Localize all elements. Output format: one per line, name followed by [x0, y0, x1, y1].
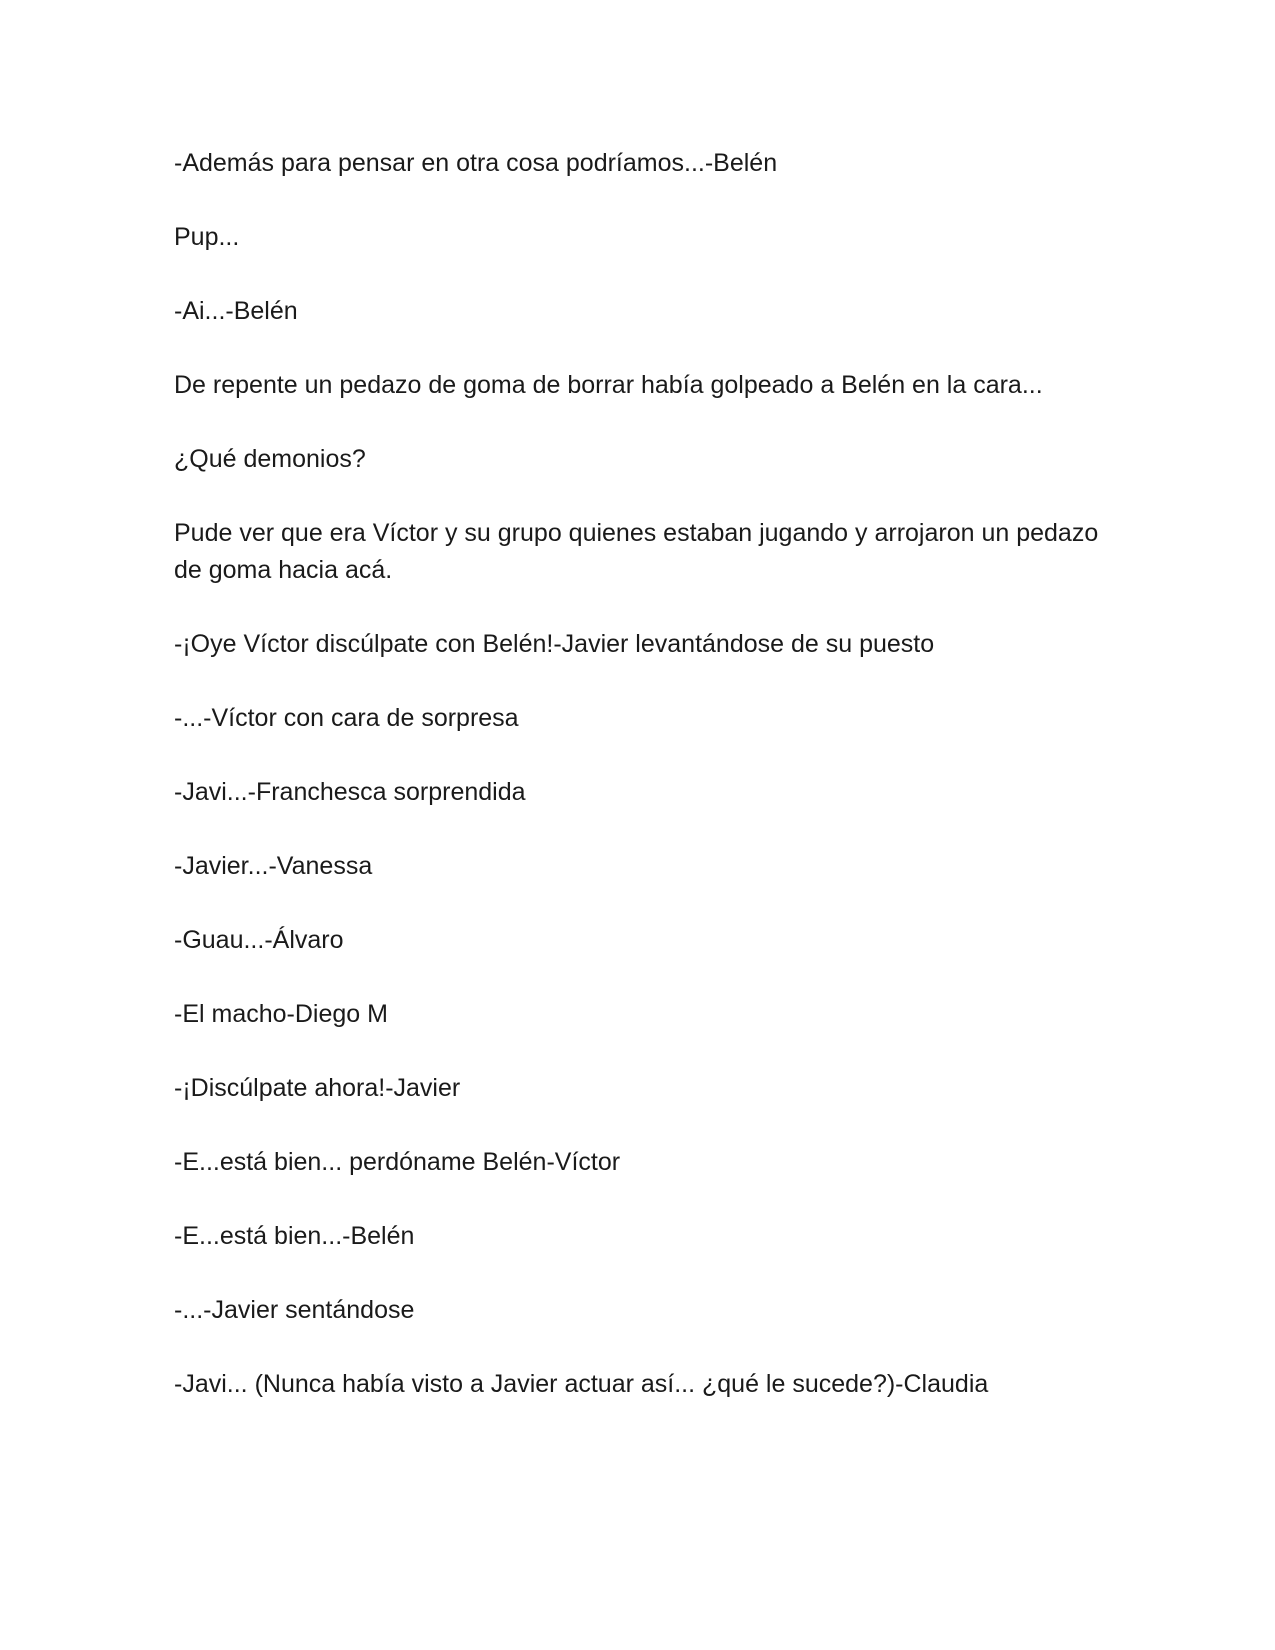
paragraph: -Además para pensar en otra cosa podríamos...-Belén	[174, 149, 778, 177]
paragraph: -Javier...-Vanessa	[174, 852, 373, 880]
paragraph: -¡Oye Víctor discúlpate con Belén!-Javier levantándose de su puesto	[174, 630, 935, 658]
paragraph: -Javi...-Franchesca sorprendida	[174, 778, 526, 806]
paragraph: -E...está bien... perdóname Belén-Víctor	[174, 1148, 621, 1176]
paragraph: -...-Javier sentándose	[174, 1296, 415, 1324]
paragraph: -Ai...-Belén	[174, 297, 298, 325]
paragraph: -E...está bien...-Belén	[174, 1222, 415, 1250]
paragraph: -...-Víctor con cara de sorpresa	[174, 704, 519, 732]
paragraph: -Javi... (Nunca había visto a Javier actuar así... ¿qué le sucede?)-Claudia	[174, 1370, 989, 1398]
paragraph: Pude ver que era Víctor y su grupo quienes estaban jugando y arrojaron un pedazo de goma hacia acá.	[174, 519, 1099, 584]
paragraph: -¡Discúlpate ahora!-Javier	[174, 1074, 461, 1102]
paragraph: -El macho-Diego M	[174, 1000, 388, 1028]
paragraph: Pup...	[174, 223, 240, 251]
document-body	[174, 145, 1104, 1440]
paragraph: De repente un pedazo de goma de borrar había golpeado a Belén en la cara...	[174, 371, 1043, 399]
paragraph: -Guau...-Álvaro	[174, 926, 344, 954]
paragraph: ¿Qué demonios?	[174, 445, 366, 473]
